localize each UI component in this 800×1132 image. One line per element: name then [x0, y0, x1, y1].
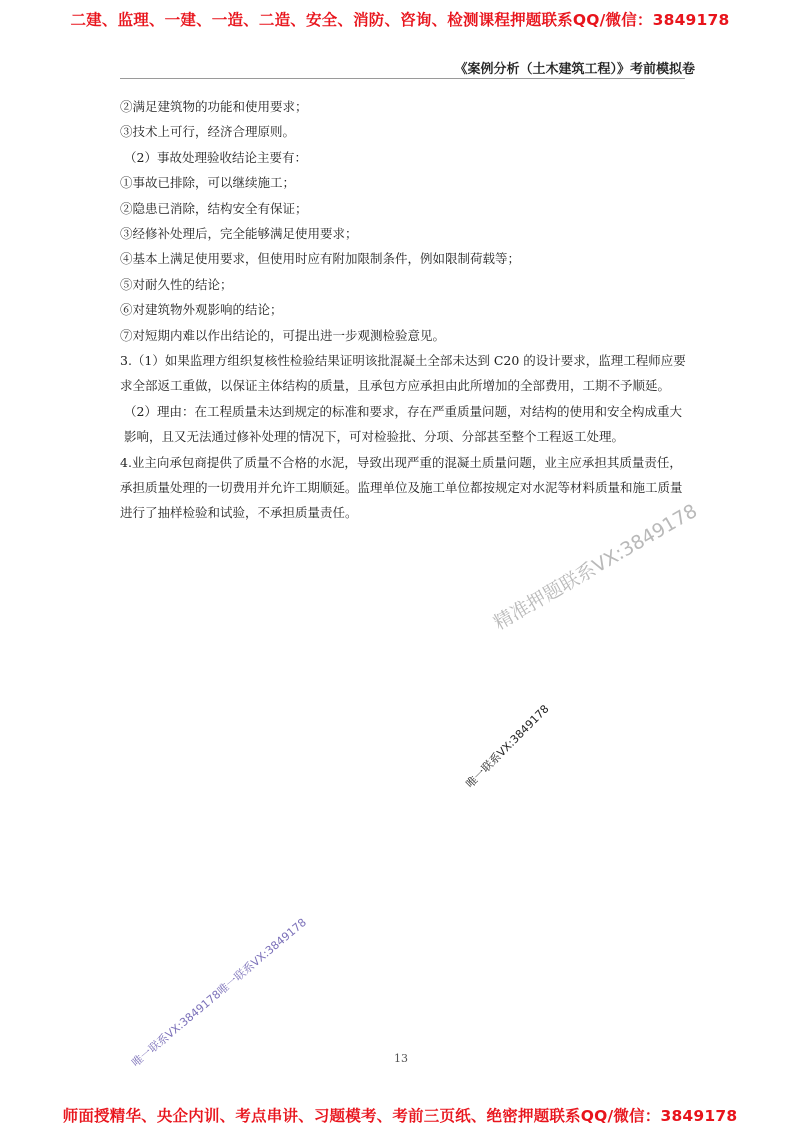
text-line: ①事故已排除，可以继续施工；: [120, 175, 296, 191]
bottom-banner: 师面授精华、央企内训、考点串讲、习题模考、考前三页纸、绝密押题联系QQ/微信：3849178: [62, 1107, 738, 1125]
text-line: （2）事故处理验收结论主要有：: [124, 149, 307, 165]
document-body: [120, 94, 690, 526]
header-title: 《案例分析（土木建筑工程）》考前模拟卷: [454, 62, 695, 77]
watermark: 唯一联系VX:3849178: [463, 702, 552, 791]
answer-paragraph-3-2: （2）理由：在工程质量未达到规定的标准和要求，存在严重质量问题，对结构的使用和安全构成重大影响，且又无法通过修补处理的情况下，可对检验批、分项、分部甚至整个工程返工处理。: [124, 403, 682, 445]
watermark: 精准押题联系VX:3849178: [490, 499, 702, 635]
answer-paragraph-4: 4.业主向承包商提供了质量不合格的水泥，导致出现严重的混凝土质量问题，业主应承担其质量责任，承担质量处理的一切费用并允许工期顺延。监理单位及施工单位都按规定对水泥等材料质量和施工质量进行了抽样检验和试验，不承担质量责任。: [120, 454, 683, 521]
text-line: ⑤对耐久性的结论；: [120, 276, 233, 292]
text-line: ④基本上满足使用要求，但使用时应有附加限制条件，例如限制荷载等；: [120, 251, 521, 267]
text-line: ⑥对建筑物外观影响的结论；: [120, 302, 283, 318]
text-line: ②隐患已消除，结构安全有保证；: [120, 200, 308, 216]
text-line: ②满足建筑物的功能和使用要求；: [120, 99, 308, 114]
page-number: 13: [394, 1052, 408, 1065]
text-line: ③经修补处理后，完全能够满足使用要求；: [120, 225, 358, 241]
watermark: 唯一联系VX:3849178唯一联系VX:3849178: [129, 915, 309, 1070]
header-divider: [120, 78, 685, 79]
text-line: ⑦对短期内难以作出结论的，可提出进一步观测检验意见。: [120, 327, 446, 343]
text-line: ③技术上可行，经济合理原则。: [120, 124, 296, 140]
answer-paragraph-3-1: 3.（1）如果监理方组织复核性检验结果证明该批混凝土全部未达到 C20 的设计要求，监理工程师应要求全部返工重做，以保证主体结构的质量，且承包方应承担由此所增加的全部费用，工期不予顺延。: [120, 352, 686, 394]
top-banner: 二建、监理、一建、一造、二造、安全、消防、咨询、检测课程押题联系QQ/微信：3849178: [70, 11, 730, 29]
